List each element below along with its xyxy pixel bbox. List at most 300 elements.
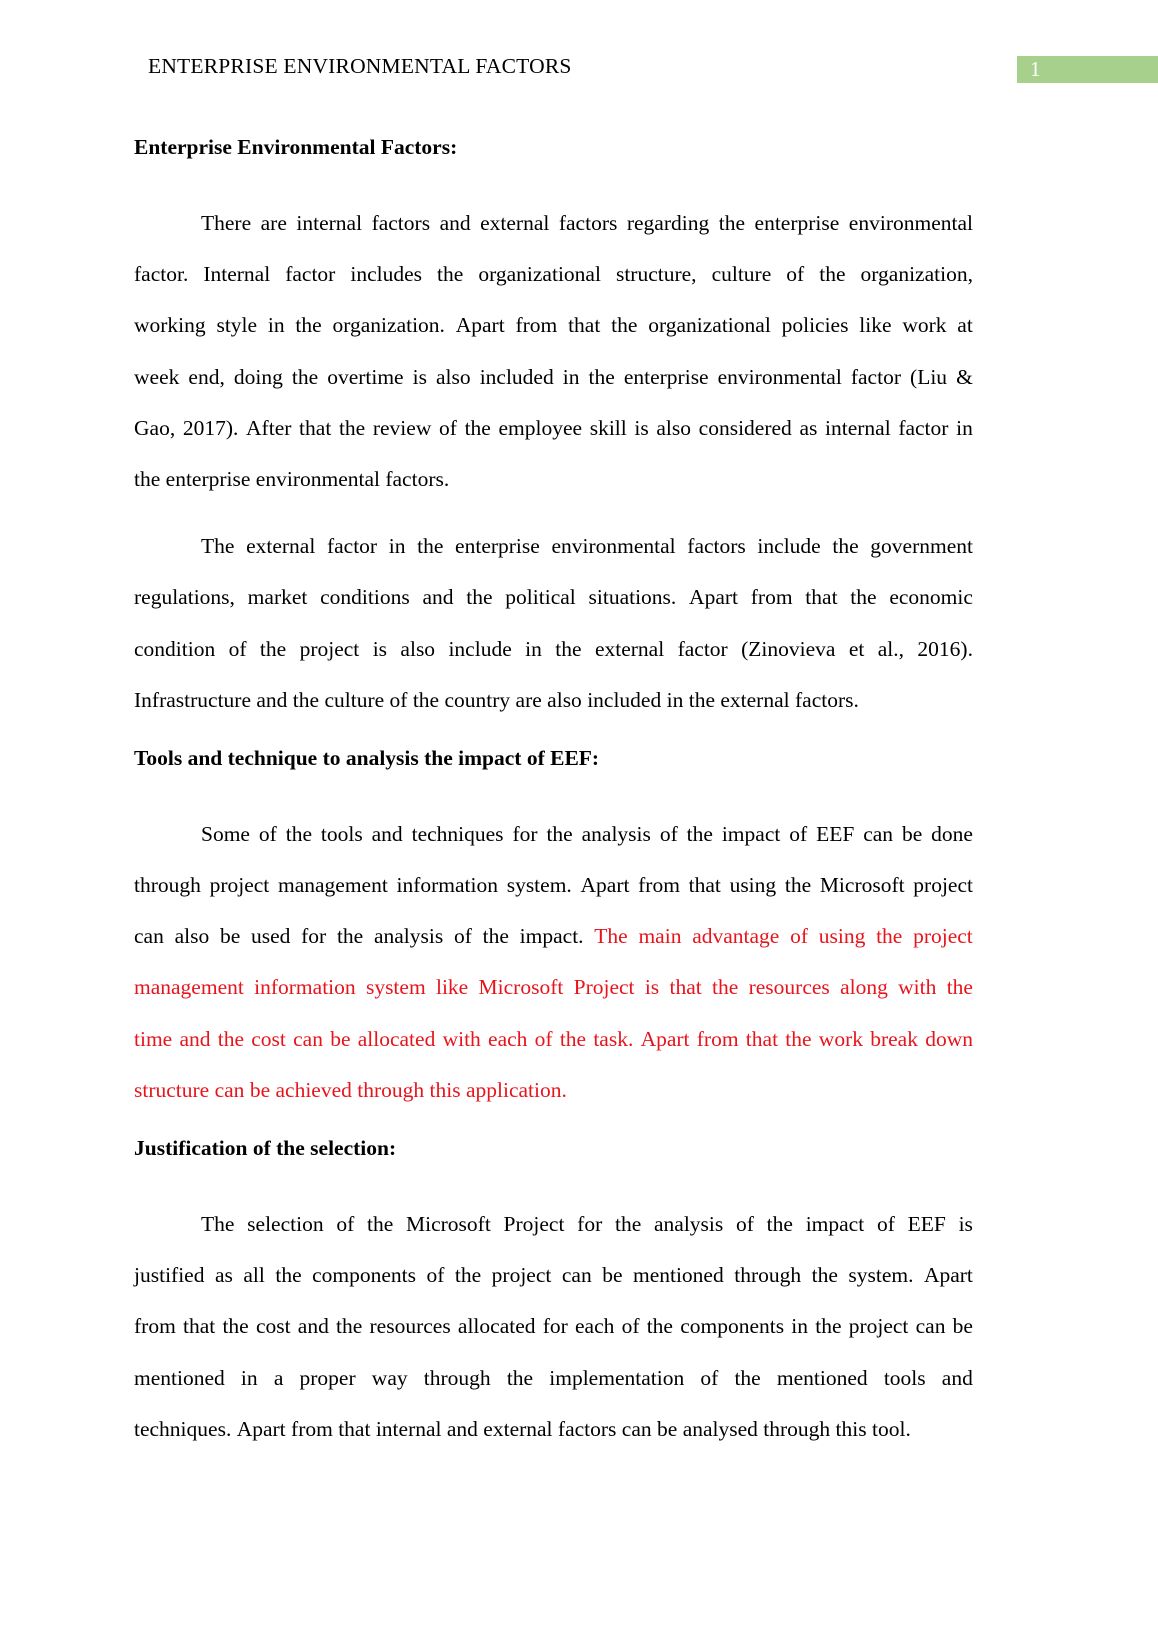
word: using [729,873,777,898]
word: be [901,821,923,846]
highlighted-word: down [925,1026,973,1051]
word: from [638,873,680,898]
word: Microsoft [406,1212,491,1236]
highlighted-word: information [254,975,356,1000]
word: can [863,821,894,846]
highlighted-word: Project [573,975,635,1000]
word: structure, [615,262,697,287]
word: condition [134,636,216,661]
word: factor [850,364,901,389]
word: are [260,211,287,235]
word: techniques [411,821,504,846]
word: external [483,1416,553,1441]
word: analysis [581,821,651,846]
word: The [201,534,235,559]
word: from [515,313,558,338]
word: all [243,1263,265,1288]
word: enterprise [455,534,540,559]
word: of [389,687,408,712]
word: the [417,534,444,559]
word: conditions [320,585,410,610]
word: organizational [478,262,601,287]
text-line [134,403,973,454]
word: in [388,534,406,559]
text-line [134,1301,973,1352]
highlighted-word: Microsoft [478,975,564,1000]
word: in [791,1314,809,1339]
word: cost [255,1314,291,1339]
word: After [246,415,292,440]
word: working [134,313,206,338]
highlighted-word: time [134,1026,173,1051]
word: environmental [717,364,842,389]
highlighted-word: cost [251,1026,286,1051]
word: impact [805,1212,865,1236]
highlighted-word: system [365,975,426,1000]
word: also [174,924,210,949]
text-line [134,962,973,1013]
word: of [621,1314,640,1339]
word: selection [247,1212,324,1236]
highlighted-word: allocated [357,1026,436,1051]
text-line [134,521,973,572]
word: of [659,821,678,846]
highlighted-word: the [712,975,739,1000]
word: political [505,585,576,610]
word: country [444,687,511,712]
highlighted-word: from [696,1026,739,1051]
word: project [491,1263,552,1288]
section-heading: Enterprise Environmental Factors: [134,135,458,159]
word: the [295,313,322,338]
word: also [656,415,692,440]
word: components [312,1263,417,1288]
word: the [555,636,582,661]
word: 2016). [917,636,973,661]
highlighted-word: of [790,924,808,949]
word: the [292,687,320,712]
word: mentioned [134,1365,225,1390]
word: the [546,821,573,846]
word: & [956,364,973,389]
word: and [422,585,454,610]
word: from [291,1416,333,1441]
word: The [201,1212,235,1236]
highlighted-word: using [818,924,866,949]
word: implementation [549,1365,685,1390]
word: economic [889,585,973,610]
word: organizational [648,313,771,338]
word: in [956,415,973,440]
word: components [680,1314,785,1339]
text-line [134,860,973,911]
paragraph [134,1199,973,1455]
word: analysed [682,1416,758,1441]
highlighted-word: work [818,1026,863,1051]
word: factor [677,636,728,661]
word: internal [296,211,363,235]
paragraph [134,809,973,1116]
word: at [957,313,973,338]
word: the [259,636,287,661]
word: include [448,636,512,661]
word: as [214,1263,233,1288]
word: tools [320,821,363,846]
page-number: 1 [1030,57,1041,81]
word: through [763,1416,831,1441]
word: of [736,1212,754,1236]
word: factors. [385,466,450,491]
word: overtime [327,364,404,389]
text-line [134,572,973,623]
word: is [412,364,427,389]
word: review [372,415,432,440]
word: for [542,1314,568,1339]
word: enterprise [754,211,840,235]
word: the [734,1365,761,1390]
word: included [587,687,662,712]
word: market [247,585,308,610]
word: Project [503,1212,565,1236]
word: that [568,313,601,338]
word: that [688,873,721,898]
word: that [299,415,332,440]
word: resources [369,1314,451,1339]
text-line [134,1014,973,1065]
highlighted-word: main [638,924,682,949]
word: through [734,1263,802,1288]
word: the [275,1263,302,1288]
word: (Zinovieva [741,636,836,661]
word: Internal [203,262,271,287]
word: organization. [332,313,445,338]
word: for [301,924,327,949]
word: the [688,687,715,712]
word: included [479,364,554,389]
word: project [913,873,973,898]
highlighted-word: the [217,1026,245,1051]
text-line [134,1199,973,1250]
highlighted-word: can [293,1026,323,1051]
paragraph [134,521,973,726]
text-line [134,352,973,403]
word: and [941,1365,973,1390]
word: the [506,1365,534,1390]
word: factor [285,262,336,287]
word: factors [371,211,431,235]
word: information [396,873,499,898]
word: in [666,687,684,712]
document-body [134,131,973,1471]
word: the [366,1212,394,1236]
word: impact [721,821,781,846]
word: factors [687,534,746,559]
word: are [515,687,542,712]
word: proper [299,1365,356,1390]
word: the [466,585,493,610]
word: justified [134,1263,205,1288]
word: the [614,1212,642,1236]
word: the [588,364,615,389]
word: of [876,1212,895,1236]
word: the [336,1314,363,1339]
word: style [216,313,258,338]
page-number-box [1017,56,1158,83]
word: regarding [626,211,710,235]
word: impact. [519,924,584,949]
text-line [134,1065,973,1116]
word: way [371,1365,408,1390]
word: for [512,821,538,846]
word: also [400,636,436,661]
word: the [222,1314,249,1339]
word: environmental [848,211,973,235]
text-line [134,1353,973,1404]
highlighted-word: resources [748,975,830,1000]
word: factor [326,534,378,559]
word: Apart [455,313,505,338]
word: each [574,1314,615,1339]
word: tool. [872,1416,911,1441]
word: Apart [923,1263,973,1288]
word: be [952,1314,973,1339]
word: the [336,924,364,949]
highlighted-word: each [488,1026,528,1051]
word: also [547,687,582,712]
word: can [561,1263,592,1288]
word: of [336,1212,355,1236]
word: through [423,1365,491,1390]
word: of [258,821,277,846]
word: includes [350,262,423,287]
word: the [766,1212,793,1236]
word: the [338,415,366,440]
word: and [256,687,288,712]
word: of [439,415,457,440]
text-line [134,300,973,351]
word: Microsoft [819,873,905,898]
word: internal [375,1416,442,1441]
word: Apart [236,1416,286,1441]
word: enterprise [165,466,251,491]
word: and [371,821,403,846]
word: project [299,636,360,661]
word: the [850,585,877,610]
word: the [291,364,319,389]
word: is [372,636,388,661]
word: the [464,415,491,440]
word: as [799,415,818,440]
word: environmental [551,534,676,559]
word: include [757,534,821,559]
word: considered [698,415,792,440]
word: environmental [255,466,380,491]
text-line [134,809,973,860]
word: culture [711,262,772,287]
word: Apart [580,873,630,898]
section-heading: Tools and technique to analysis the impact of EEF: [134,745,600,770]
highlighted-word: The [594,924,628,949]
word: Infrastructure [134,687,251,712]
word: the [718,211,746,235]
highlighted-word: that [745,1026,779,1051]
word: of [786,262,805,287]
highlighted-word: through [357,1077,425,1102]
word: that [338,1416,371,1441]
word: like [859,313,892,338]
word: can [134,924,164,949]
word: regulations, [134,585,235,610]
text-line [134,198,973,249]
highlighted-word: that [669,975,702,1000]
word: analysis [373,924,444,949]
word: (Liu [910,364,948,389]
word: factor. [134,262,189,287]
word: management [277,873,388,898]
highlighted-word: and [179,1026,211,1051]
word: the [437,262,464,287]
word: government [870,534,973,559]
text-line [134,454,973,505]
word: done [931,821,973,846]
word: project [848,1314,909,1339]
word: Apart [689,585,738,610]
word: can [621,1416,652,1441]
highlighted-word: project [913,924,973,949]
running-header-title: ENTERPRISE ENVIRONMENTAL FACTORS [148,54,572,78]
word: this [835,1416,867,1441]
word: the [815,1314,842,1339]
word: organization, [860,262,973,287]
highlighted-word: application. [465,1077,567,1102]
word: used [250,924,291,949]
word: internal [825,415,891,440]
highlighted-word: break [870,1026,918,1051]
highlighted-word: with [898,975,937,1000]
word: a [273,1365,284,1390]
highlighted-word: along [840,975,888,1000]
word: doing [233,364,283,389]
highlighted-word: this [429,1077,461,1102]
word: and [446,1416,478,1441]
highlighted-word: the [946,975,973,1000]
word: factors. [795,687,859,712]
highlighted-word: can [214,1077,245,1102]
text-line [134,1250,973,1301]
word: allocated [457,1314,536,1339]
word: situations. [588,585,677,610]
word: that [805,585,838,610]
word: of [426,1263,445,1288]
word: work [902,313,947,338]
word: the [819,262,846,287]
word: week [134,364,180,389]
highlighted-word: task. [593,1026,634,1051]
text-line [134,675,973,726]
word: of [228,636,247,661]
word: mentioned [776,1365,868,1390]
word: factors [558,211,618,235]
word: factor [898,415,949,440]
word: the [285,821,312,846]
word: tools [883,1365,926,1390]
word: the [482,924,509,949]
word: policies [781,313,849,338]
word: analysis [654,1212,724,1236]
highlighted-word: is [644,975,660,1000]
word: Some [201,821,250,846]
highlighted-word: be [330,1026,351,1051]
word: factors [557,1416,617,1441]
highlighted-word: advantage [692,924,780,949]
highlighted-word: Apart [640,1026,690,1051]
word: skill [589,415,627,440]
word: be [219,924,241,949]
highlighted-word: the [876,924,903,949]
word: There [201,211,252,235]
word: EEF [816,821,855,846]
word: from [134,1314,176,1339]
word: et [848,636,865,661]
word: the [784,873,812,898]
word: al., [877,636,905,661]
highlighted-word: achieved [275,1077,352,1102]
highlighted-word: the [559,1026,587,1051]
word: of [789,821,808,846]
word: employee [498,415,583,440]
paragraph [134,198,973,505]
highlighted-word: with [442,1026,481,1051]
word: 2017). [182,415,239,440]
text-line [134,1404,973,1455]
word: the [832,534,859,559]
word: from [750,585,793,610]
word: enterprise [623,364,709,389]
word: of [700,1365,719,1390]
word: project [209,873,270,898]
word: the [646,1314,673,1339]
word: the [686,821,713,846]
word: the [454,1263,482,1288]
word: system. [848,1263,914,1288]
highlighted-word: the [785,1026,812,1051]
word: EEF [907,1212,946,1236]
word: can [915,1314,946,1339]
word: the [811,1263,838,1288]
word: techniques. [134,1416,232,1441]
text-line [134,911,973,962]
word: the [412,687,440,712]
word: be [602,1263,623,1288]
word: and [439,211,471,235]
word: of [453,924,472,949]
word: the [134,466,161,491]
word: system. [506,873,572,898]
word: also [436,364,471,389]
word: Gao, [134,415,176,440]
word: culture [324,687,385,712]
word: that [183,1314,216,1339]
word: is [634,415,649,440]
section-heading: Justification of the selection: [134,1136,397,1160]
word: the [611,313,638,338]
text-line [134,249,973,300]
word: external [480,211,550,235]
word: in [240,1365,258,1390]
highlighted-word: be [249,1077,271,1102]
word: external [246,534,316,559]
highlighted-word: management [134,975,244,1000]
